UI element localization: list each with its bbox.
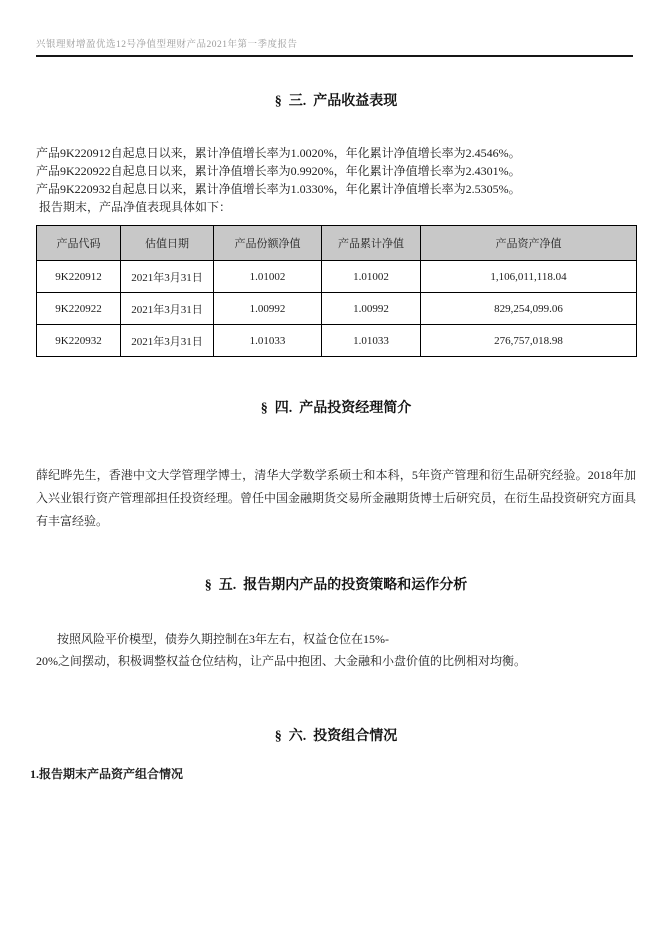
paragraph-line: 产品9K220912自起息日以来，累计净值增长率为1.0020%，年化累计净值增长率为2.4546%。 [36, 146, 521, 160]
paragraph-line: 按照风险平价模型，债券久期控制在3年左右，权益仓位在15%- [57, 632, 389, 646]
table-cell: 2021年3月31日 [121, 293, 214, 325]
paragraph-line: 产品9K220932自起息日以来，累计净值增长率为1.0330%，年化累计净值增长率为2.5305%。 [36, 182, 521, 196]
table-row [37, 261, 637, 293]
table-cell: 276,757,018.98 [421, 325, 637, 357]
column-header-valuation-date: 估值日期 [121, 226, 214, 261]
section-4-title: § 四. 产品投资经理简介 [260, 401, 412, 416]
section-5-title: § 五. 报告期内产品的投资策略和运作分析 [204, 578, 468, 593]
table-cell: 1.01002 [322, 261, 421, 293]
column-header-cumulative-nav: 产品累计净值 [322, 226, 421, 261]
column-header-product-code: 产品代码 [37, 226, 121, 261]
column-header-asset-nav: 产品资产净值 [421, 226, 637, 261]
table-header-row [37, 226, 637, 261]
table-row [37, 293, 637, 325]
table-cell: 829,254,099.06 [421, 293, 637, 325]
table-cell: 1.00992 [214, 293, 322, 325]
table-cell: 9K220912 [37, 261, 121, 293]
table-row [37, 325, 637, 357]
table-cell: 2021年3月31日 [121, 261, 214, 293]
paragraph-line: 20%之间摆动，积极调整权益仓位结构，让产品中抱团、大金融和小盘价值的比例相对均衡。 [36, 654, 526, 668]
section-3-title: § 三. 产品收益表现 [274, 94, 398, 109]
table-cell: 1,106,011,118.04 [421, 261, 637, 293]
paragraph-line: 产品9K220922自起息日以来，累计净值增长率为0.9920%，年化累计净值增长率为2.4301%。 [36, 164, 521, 178]
table-cell: 1.01033 [322, 325, 421, 357]
table-cell: 9K220932 [37, 325, 121, 357]
running-header-title: 兴银理财增盈优选12号净值型理财产品2021年第一季度报告 [36, 36, 633, 57]
table-cell: 1.01002 [214, 261, 322, 293]
manager-bio-paragraph: 薛纪晔先生，香港中文大学管理学博士，清华大学数学系硕士和本科，5年资产管理和衍生品研究经验。2018年加入兴业银行资产管理部担任投资经理。曾任中国金融期货交易所金融期货博士后研究员，在衍生品投资研究方面具有丰富经验。 [36, 468, 637, 528]
table-cell: 9K220922 [37, 293, 121, 325]
strategy-paragraph [36, 628, 636, 672]
section-6-title: § 六. 投资组合情况 [274, 729, 398, 744]
paragraph-line: 报告期末，产品净值表现具体如下： [36, 200, 232, 214]
page-header [0, 0, 662, 57]
net-value-table [36, 225, 637, 357]
table-cell: 1.00992 [322, 293, 421, 325]
table-cell: 1.01033 [214, 325, 322, 357]
subsection-1-heading: 1.报告期末产品资产组合情况 [30, 767, 184, 781]
table-cell: 2021年3月31日 [121, 325, 214, 357]
document-content [30, 90, 637, 782]
column-header-unit-nav: 产品份额净值 [214, 226, 322, 261]
section-3-paragraph [36, 144, 636, 216]
